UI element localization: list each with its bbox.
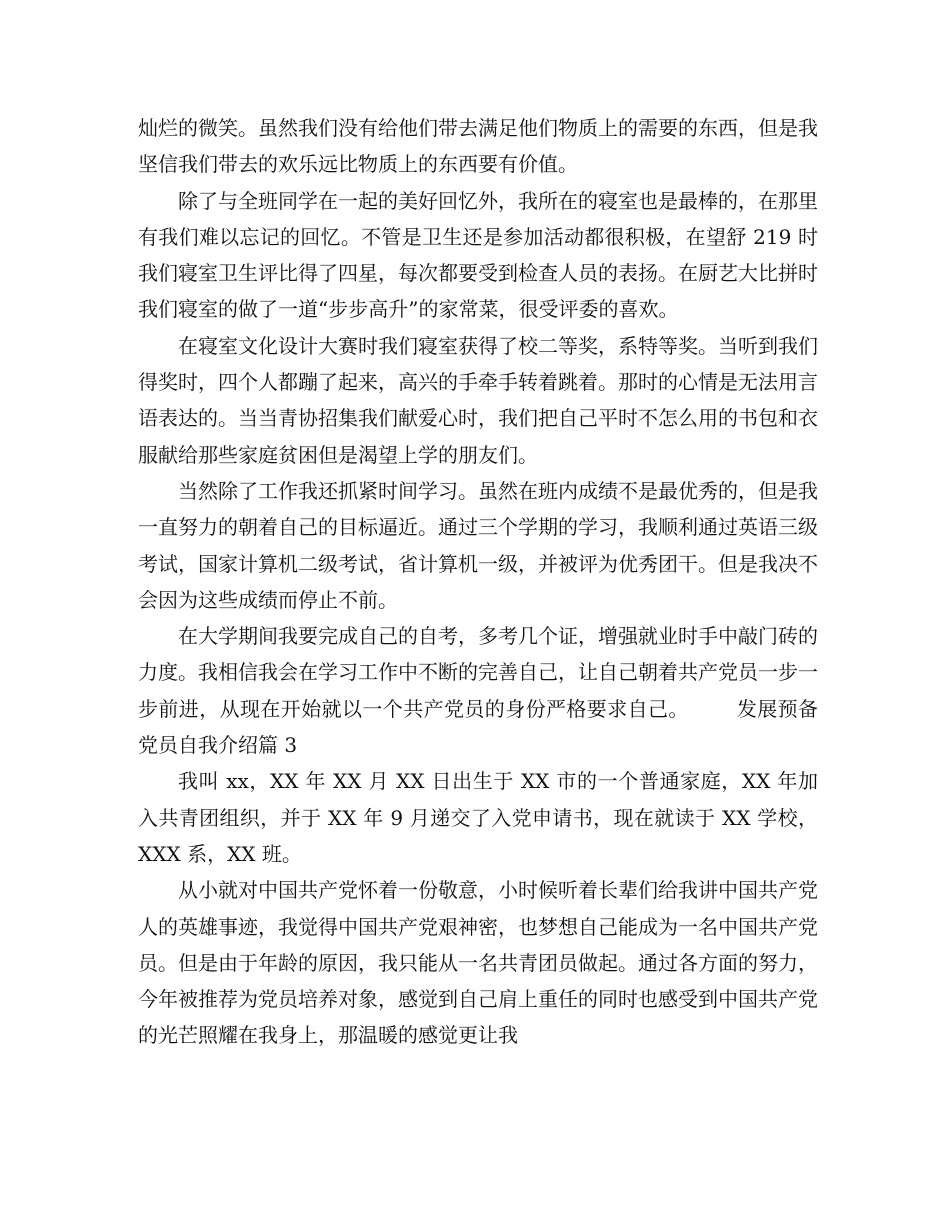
section-heading: 发展预备党员自我介绍篇 3 [138, 696, 819, 758]
paragraph-3: 在寝室文化设计大赛时我们寝室获得了校二等奖，系特等奖。当听到我们得奖时，四个人都蹦了起来，高兴的手牵手转着跳着。那时的心情是无法用言语表达的。当当青协招集我们献爱心时，我们把自己平时不怎么用的书包和衣服献给那些家庭贫困但是渴望上学的朋友们。 [138, 333, 818, 467]
paragraph-7: 从小就对中国共产党怀着一份敬意，小时候听着长辈们给我讲中国共产党人的英雄事迹，我觉得中国共产党艰神密，也梦想自己能成为一名中国共产党员。但是由于年龄的原因，我只能从一名共青团员做起。通过各方面的努力，今年被推荐为党员培养对象，感觉到自己肩上重任的同时也感受到中国共产党的光芒照耀在我身上，那温暖的感觉更让我 [138, 878, 818, 1048]
paragraph-5-text: 在大学期间我要完成自己的自考，多考几个证，增强就业时手中敲门砖的力度。我相信我会在学习工作中不断的完善自己，让自己朝着共产党员一步一步前进，从现在开始就以一个共产党员的身份严格要求自己。 [138, 624, 818, 721]
paragraph-1: 灿烂的微笑。虽然我们没有给他们带去满足他们物质上的需要的东西，但是我坚信我们带去的欢乐远比物质上的东西要有价值。 [138, 116, 818, 177]
paragraph-2: 除了与全班同学在一起的美好回忆外，我所在的寝室也是最棒的，在那里有我们难以忘记的回忆。不管是卫生还是参加活动都很积极，在望舒 219 时我们寝室卫生评比得了四星，每次都要受到检查人员的表扬。在厨艺大比拼时我们寝室的做了一道“步步高升”的家常菜，很受评委的喜欢。 [138, 188, 818, 322]
paragraph-5 [138, 618, 818, 763]
paragraph-6: 我叫 xx，XX 年 XX 月 XX 日出生于 XX 市的一个普通家庭，XX 年加入共青团组织，并于 XX 年 9 月递交了入党申请书，现在就读于 XX 学校，XXX 系，XX 班。 [138, 769, 818, 866]
paragraph-4: 当然除了工作我还抓紧时间学习。虽然在班内成绩不是最优秀的，但是我一直努力的朝着自己的目标逼近。通过三个学期的学习，我顺利通过英语三级考试，国家计算机二级考试，省计算机一级，并被评为优秀团干。但是我决不会因为这些成绩而停止不前。 [138, 478, 818, 612]
document-body [138, 110, 818, 1054]
